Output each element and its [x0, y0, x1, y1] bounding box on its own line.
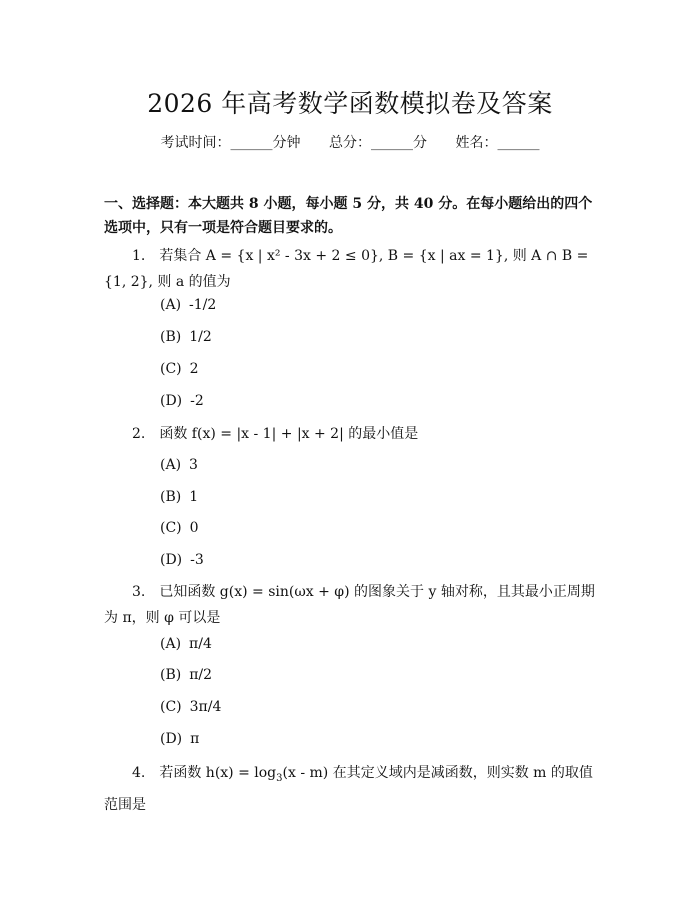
question-1	[104, 243, 602, 295]
option-1c	[160, 359, 199, 379]
exam-title: 2026 年高考数学函数模拟卷及答案	[147, 89, 553, 118]
option-1d	[160, 391, 204, 411]
option-value: -3	[190, 552, 204, 568]
log-base-subscript: 3	[276, 772, 283, 784]
question-number: 1.	[132, 248, 146, 264]
option-label: (C)	[160, 520, 182, 536]
option-3a	[160, 634, 212, 654]
option-value: 1	[189, 489, 199, 505]
option-value: -1/2	[189, 297, 217, 313]
option-label: (B)	[160, 489, 182, 505]
option-label: (A)	[160, 636, 182, 652]
question-number: 2.	[132, 426, 146, 442]
option-2d	[160, 550, 204, 570]
option-label: (D)	[160, 731, 183, 747]
exam-meta	[0, 132, 700, 152]
student-name-field: 姓名：______	[455, 135, 540, 151]
question-number: 3.	[132, 584, 146, 600]
option-2a	[160, 455, 198, 475]
exam-score-field: 总分：______分	[329, 135, 427, 151]
option-label: (C)	[160, 361, 182, 377]
option-value: 2	[189, 361, 199, 377]
option-label: (D)	[160, 393, 183, 409]
section-heading: 一、选择题：本大题共 8 小题，每小题 5 分，共 40 分。在每小题给出的四个选项中，只有一项是符合题目要求的。	[104, 196, 593, 236]
option-label: (B)	[160, 329, 182, 345]
option-label: (A)	[160, 297, 182, 313]
question-text: 已知函数 g(x) = sin(ωx + φ) 的图象关于 y 轴对称，且其最小正周期为 π，则 φ 可以是	[104, 584, 595, 626]
question-number: 4.	[132, 765, 146, 781]
option-1b	[160, 327, 212, 347]
exam-time-field: 考试时间：______分钟	[160, 135, 301, 151]
option-value: 3	[189, 457, 198, 473]
option-value: π	[190, 731, 200, 747]
question-text-post: (x - m) 在其定义域内是减函数，则实数 m 的取值范围是	[104, 765, 593, 813]
option-value: π/2	[189, 667, 213, 683]
option-value: 3π/4	[189, 699, 222, 715]
option-3c	[160, 697, 221, 717]
option-2b	[160, 487, 198, 507]
question-text: 若集合 A = {x | x² - 3x + 2 ≤ 0}, B = {x | ax = 1}, 则 A ∩ B = {1, 2}, 则 a 的值为	[104, 248, 589, 290]
option-3d	[160, 729, 199, 749]
option-3b	[160, 665, 212, 685]
option-value: -2	[190, 393, 204, 409]
option-value: 0	[189, 520, 199, 536]
question-text-pre: 若函数 h(x) = log	[159, 765, 277, 781]
option-label: (A)	[160, 457, 182, 473]
question-3	[104, 579, 602, 631]
question-4	[104, 760, 602, 818]
option-value: 1/2	[189, 329, 212, 345]
option-label: (C)	[160, 699, 182, 715]
option-label: (B)	[160, 667, 182, 683]
option-value: π/4	[189, 636, 212, 652]
option-1a	[160, 295, 216, 315]
question-text: 函数 f(x) = |x - 1| + |x + 2| 的最小值是	[159, 426, 419, 442]
question-2	[104, 421, 602, 447]
option-label: (D)	[160, 552, 183, 568]
option-2c	[160, 518, 199, 538]
